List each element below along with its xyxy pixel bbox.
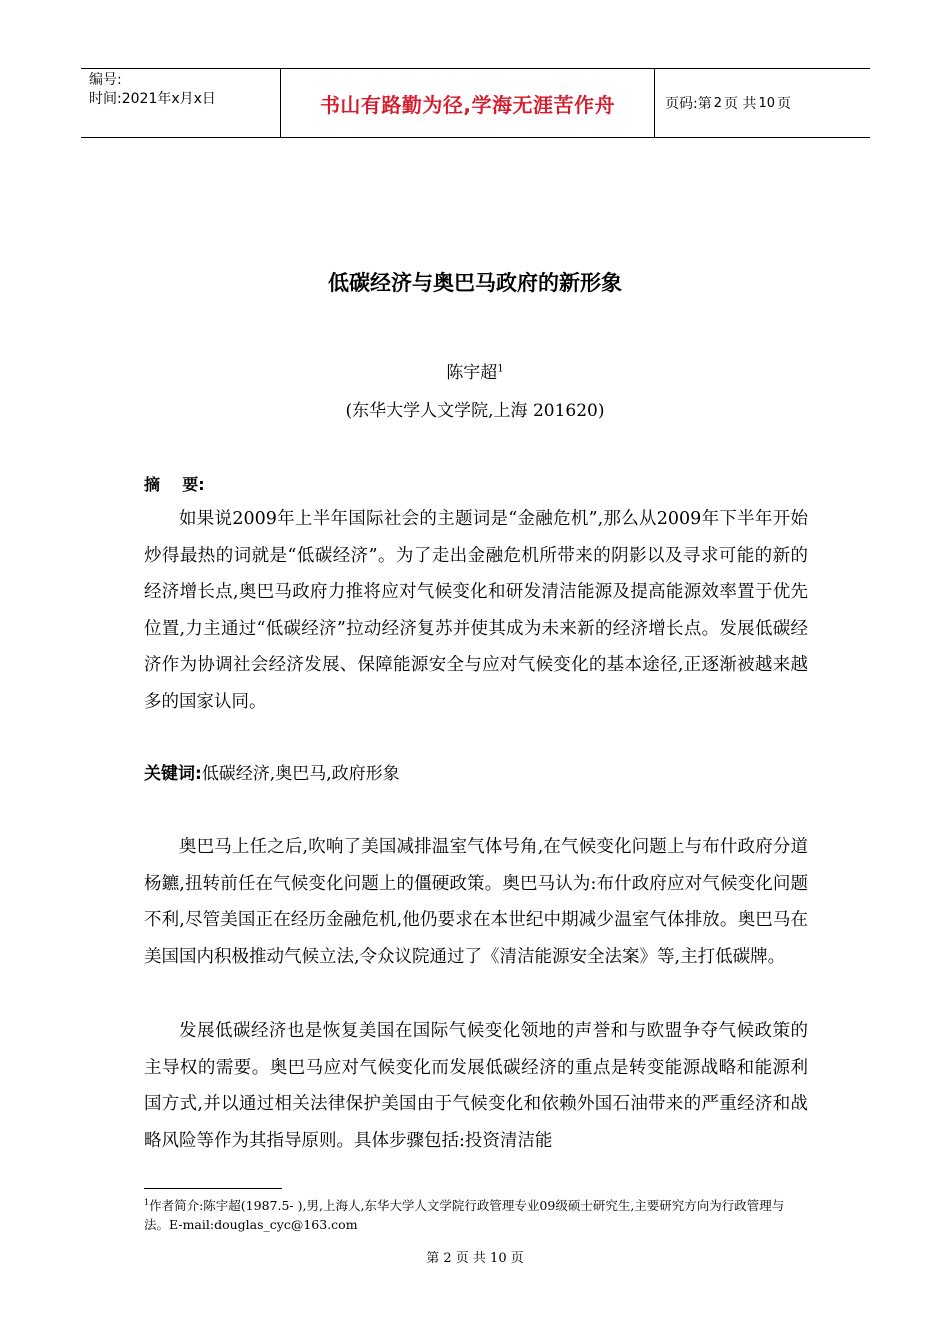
keywords-line [144, 759, 400, 784]
footnote-mark: 1 [144, 1198, 150, 1207]
page-footer: 第 2 页 共 10 页 [426, 1251, 524, 1266]
author-name: 陈宇超 [446, 363, 498, 383]
document-header [81, 68, 870, 138]
header-page-info [655, 69, 870, 137]
footnote [144, 1193, 808, 1234]
header-page-mid: 页 共 [724, 96, 757, 112]
header-meta [81, 69, 281, 137]
author-note-mark: 1 [497, 363, 504, 375]
header-page-prefix: 页码:第 [665, 96, 712, 112]
header-page-suffix: 页 [777, 96, 791, 112]
header-time-label: 时间:2021年x月x日 [89, 91, 216, 107]
abstract-paragraph: 如果说2009年上半年国际社会的主题词是“金融危机”,那么从2009年下半年开始炒得最热的词就是“低碳经济”。为了走出金融危机所带来的阴影以及寻求可能的新的经济增长点,奥巴马政府力推将应对气候变化和研发清洁能源及提高能源效率置于优先位置,力主通过“低碳经济”拉动经济复苏并使其成为未来新的经济增长点。发展低碳经济作为协调社会经济发展、保障能源安全与应对气候变化的基本途径,正逐渐被越来越多的国家认同。 [144, 509, 808, 712]
document-title: 低碳经济与奥巴马政府的新形象 [328, 270, 622, 295]
author-line [0, 358, 950, 383]
affiliation: (东华大学人文学院,上海 201620) [345, 401, 605, 421]
body-paragraph-2: 发展低碳经济也是恢复美国在国际气候变化领地的声誉和与欧盟争夺气候政策的主导权的需要。奥巴马应对气候变化而发展低碳经济的重点是转变能源战略和能源利国方式,并以通过相关法律保护美国由于气候变化和依赖外国石油带来的严重经济和战略风险等作为其指导原则。具体步骤包括:投资清洁能 [144, 1021, 808, 1151]
abstract-label: 摘 要: [144, 475, 205, 494]
header-page-current: 2 [713, 95, 722, 111]
header-page-total: 10 [758, 95, 775, 111]
keywords-text: 低碳经济,奥巴马,政府形象 [201, 764, 400, 784]
keywords-label: 关键词: [144, 764, 202, 784]
header-motto: 书山有路勤为径,学海无涯苦作舟 [281, 69, 655, 137]
footnote-rule [144, 1188, 282, 1189]
header-number-label: 编号: [89, 72, 122, 88]
footnote-text: 作者简介:陈宇超(1987.5- ),男,上海人,东华大学人文学院行政管理专业09级硕士研究生,主要研究方向为行政管理与法。E-mail:douglas_cyc@163.com [144, 1198, 785, 1233]
body-paragraph-1: 奥巴马上任之后,吹响了美国减排温室气体号角,在气候变化问题上与布什政府分道杨鑣,扭转前任在气候变化问题上的僵硬政策。奥巴马认为:布什政府应对气候变化问题不利,尽管美国正在经历金融危机,他仍要求在本世纪中期减少温室气体排放。奥巴马在美国国内积极推动气候立法,令众议院通过了《清洁能源安全法案》等,主打低碳牌。 [144, 837, 808, 967]
